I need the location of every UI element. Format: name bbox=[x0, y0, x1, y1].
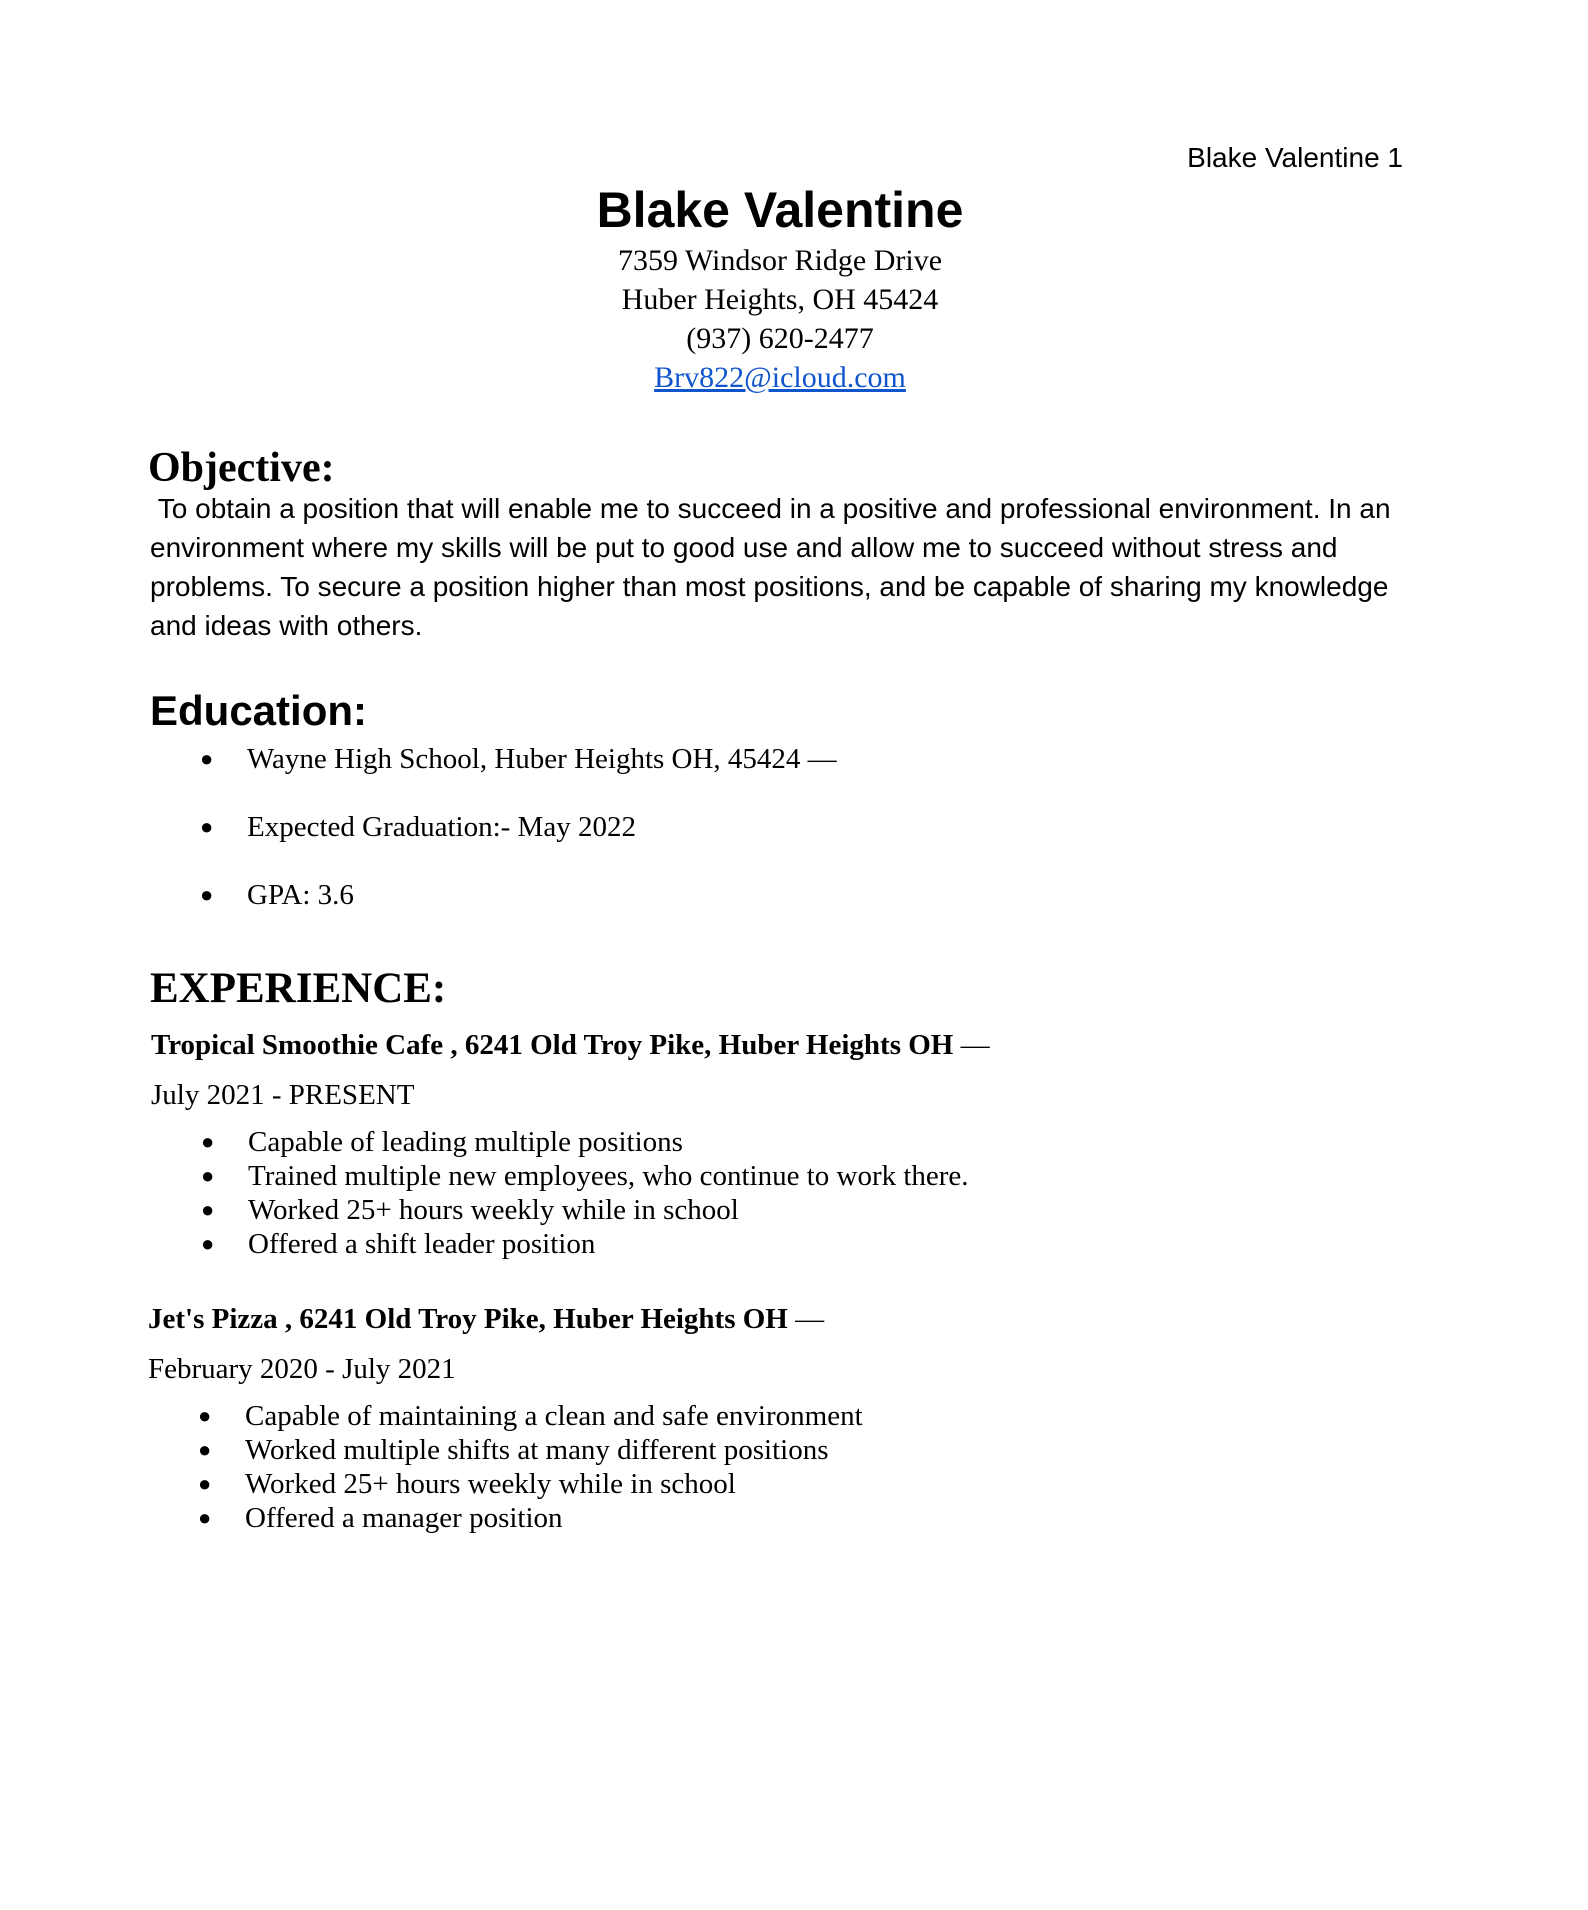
job-bullet-text: Offered a manager position bbox=[245, 1502, 563, 1534]
contact-block bbox=[0, 241, 1560, 397]
job-bullet-text: Worked 25+ hours weekly while in school bbox=[245, 1468, 736, 1500]
job-bullets bbox=[151, 1125, 990, 1261]
job-bullet-text: Worked 25+ hours weekly while in school bbox=[248, 1194, 739, 1226]
list-item bbox=[148, 1467, 863, 1501]
email-link[interactable]: Brv822@icloud.com bbox=[654, 361, 906, 394]
education-item-school: Wayne High School, Huber Heights OH, 45424 — bbox=[247, 743, 837, 775]
page-header: Blake Valentine 1 bbox=[1187, 142, 1403, 173]
job-title-text: Tropical Smoothie Cafe , 6241 Old Troy Pike, Huber Heights OH bbox=[151, 1029, 954, 1061]
objective-heading: Objective: bbox=[148, 445, 335, 491]
education-list bbox=[150, 740, 837, 914]
job-title-text: Jet's Pizza , 6241 Old Troy Pike, Huber Heights OH bbox=[148, 1303, 788, 1335]
job-bullets bbox=[148, 1399, 863, 1535]
phone-number: (937) 620-2477 bbox=[686, 322, 874, 355]
job-bullet-text: Worked multiple shifts at many different positions bbox=[245, 1434, 829, 1466]
bullet-icon: ● bbox=[201, 1163, 215, 1188]
objective-text: To obtain a position that will enable me to succeed in a positive and professional environment. In an environment where my skills will be put to good use and allow me to succeed without stress and problems. To secure a position higher than most positions, and be capable of sharing my knowledge and ideas with others. bbox=[150, 493, 1399, 641]
bullet-icon: ● bbox=[200, 814, 214, 839]
job-bullet-text: Capable of leading multiple positions bbox=[248, 1126, 683, 1158]
job-entry bbox=[151, 1025, 990, 1261]
bullet-icon: ● bbox=[198, 1471, 212, 1496]
education-heading: Education: bbox=[150, 687, 367, 734]
bullet-icon: ● bbox=[200, 746, 214, 771]
address-line-2: Huber Heights, OH 45424 bbox=[621, 283, 939, 316]
job-title bbox=[148, 1299, 863, 1339]
list-item bbox=[151, 1159, 990, 1193]
bullet-icon: ● bbox=[200, 882, 214, 907]
list-item bbox=[151, 1125, 990, 1159]
job-title-dash: — bbox=[787, 1303, 825, 1335]
address-line-1: 7359 Windsor Ridge Drive bbox=[617, 244, 943, 277]
list-item bbox=[151, 1227, 990, 1261]
job-entry bbox=[148, 1299, 863, 1535]
bullet-icon: ● bbox=[198, 1403, 212, 1428]
resume-name: Blake Valentine bbox=[596, 182, 964, 238]
list-item bbox=[150, 740, 837, 778]
job-dates: February 2020 - July 2021 bbox=[148, 1353, 456, 1385]
bullet-icon: ● bbox=[201, 1231, 215, 1256]
job-bullet-text: Capable of maintaining a clean and safe environment bbox=[245, 1400, 863, 1432]
list-item bbox=[148, 1399, 863, 1433]
job-bullet-text: Trained multiple new employees, who continue to work there. bbox=[248, 1160, 969, 1192]
education-item-graduation: Expected Graduation:- May 2022 bbox=[247, 811, 636, 843]
job-title bbox=[151, 1025, 990, 1065]
list-item bbox=[148, 1433, 863, 1467]
list-item bbox=[150, 876, 837, 914]
job-dates: July 2021 - PRESENT bbox=[151, 1079, 415, 1111]
bullet-icon: ● bbox=[198, 1505, 212, 1530]
list-item bbox=[151, 1193, 990, 1227]
job-title-dash: — bbox=[953, 1029, 990, 1061]
bullet-icon: ● bbox=[201, 1197, 215, 1222]
list-item bbox=[148, 1501, 863, 1535]
bullet-icon: ● bbox=[201, 1129, 215, 1154]
list-item bbox=[150, 808, 837, 846]
education-item-gpa: GPA: 3.6 bbox=[247, 879, 354, 911]
experience-heading: EXPERIENCE: bbox=[150, 965, 447, 1012]
bullet-icon: ● bbox=[198, 1437, 212, 1462]
job-bullet-text: Offered a shift leader position bbox=[248, 1228, 596, 1260]
